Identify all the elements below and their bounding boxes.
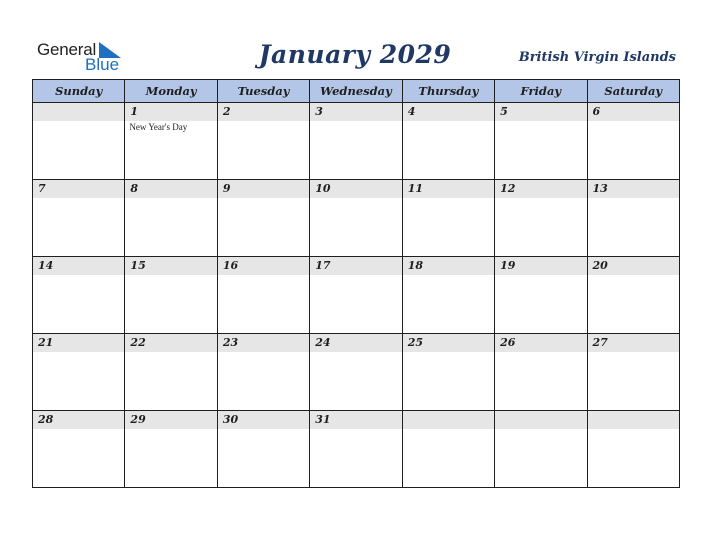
day-cell (402, 257, 494, 334)
day-number: 25 (403, 334, 494, 352)
day-cell (125, 180, 217, 257)
week-row (33, 103, 680, 180)
day-cell (495, 180, 587, 257)
logo-general-text: General (37, 40, 97, 59)
day-cell (587, 103, 679, 180)
day-number: 31 (310, 411, 401, 429)
logo-blue-text: Blue (85, 55, 120, 74)
day-cell (125, 334, 217, 411)
day-number: 6 (588, 103, 679, 121)
holiday-label: New Year's Day (129, 122, 188, 132)
day-number: 23 (218, 334, 309, 352)
day-cell (587, 257, 679, 334)
day-number: 19 (495, 257, 586, 275)
day-number: 28 (33, 411, 124, 429)
day-cell (310, 257, 402, 334)
day-cell (495, 103, 587, 180)
day-number: 7 (33, 180, 124, 198)
region-label: British Virgin Islands (518, 50, 676, 65)
day-cell (495, 334, 587, 411)
empty-day-cell (402, 411, 494, 488)
day-cell (33, 411, 125, 488)
day-cell (217, 180, 309, 257)
day-cell (310, 180, 402, 257)
day-cell (217, 334, 309, 411)
weekday-header: Sunday (33, 80, 125, 103)
day-number: 21 (33, 334, 124, 352)
day-number (588, 411, 679, 429)
day-cell (217, 411, 309, 488)
day-number: 16 (218, 257, 309, 275)
empty-day-cell (587, 411, 679, 488)
day-cell (33, 180, 125, 257)
day-cell (310, 334, 402, 411)
day-number: 27 (588, 334, 679, 352)
day-cell (587, 180, 679, 257)
day-number: 2 (218, 103, 309, 121)
week-row (33, 411, 680, 488)
day-number: 29 (125, 411, 216, 429)
day-number: 9 (218, 180, 309, 198)
week-row (33, 180, 680, 257)
day-number: 12 (495, 180, 586, 198)
day-number (495, 411, 586, 429)
day-number: 26 (495, 334, 586, 352)
calendar-grid (32, 79, 680, 488)
day-number: 8 (125, 180, 216, 198)
weekday-header: Tuesday (217, 80, 309, 103)
day-cell (402, 334, 494, 411)
day-number: 13 (588, 180, 679, 198)
day-number: 4 (403, 103, 494, 121)
day-cell (217, 103, 309, 180)
day-number: 11 (403, 180, 494, 198)
day-number: 1 (125, 103, 216, 121)
day-cell (310, 103, 402, 180)
weekday-header: Monday (125, 80, 217, 103)
day-number: 3 (310, 103, 401, 121)
day-number: 30 (218, 411, 309, 429)
day-number: 10 (310, 180, 401, 198)
day-cell (402, 180, 494, 257)
day-number: 14 (33, 257, 124, 275)
day-cell (33, 257, 125, 334)
day-number: 17 (310, 257, 401, 275)
empty-day-cell (495, 411, 587, 488)
day-cell (33, 334, 125, 411)
day-number: 5 (495, 103, 586, 121)
weekday-header: Friday (495, 80, 587, 103)
day-cell (125, 411, 217, 488)
weekday-header: Thursday (402, 80, 494, 103)
day-number: 20 (588, 257, 679, 275)
day-number: 24 (310, 334, 401, 352)
day-number: 22 (125, 334, 216, 352)
generalblue-logo (37, 40, 127, 74)
day-cell (495, 257, 587, 334)
day-number (403, 411, 494, 429)
weekday-header: Wednesday (310, 80, 402, 103)
empty-day-cell (33, 103, 125, 180)
week-row (33, 257, 680, 334)
day-number (33, 103, 124, 121)
day-cell (402, 103, 494, 180)
day-cell (125, 257, 217, 334)
day-cell (217, 257, 309, 334)
calendar-title: January 2029 (258, 40, 452, 69)
day-number: 18 (403, 257, 494, 275)
week-row (33, 334, 680, 411)
day-cell (587, 334, 679, 411)
weekday-header: Saturday (587, 80, 679, 103)
day-cell (125, 103, 217, 180)
day-cell (310, 411, 402, 488)
weekday-header-row (33, 80, 680, 103)
day-number: 15 (125, 257, 216, 275)
